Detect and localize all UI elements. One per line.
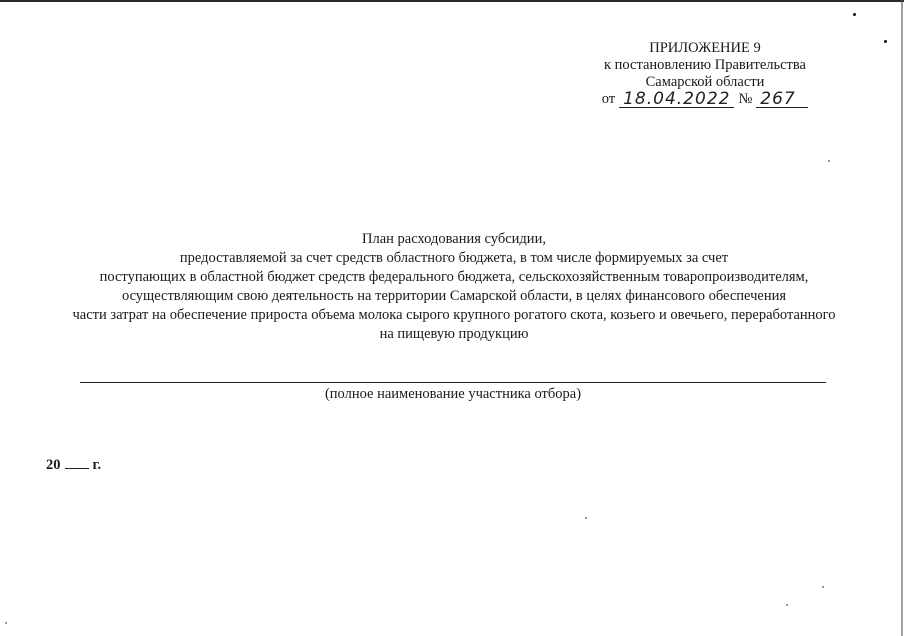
number-sign: № xyxy=(738,91,753,107)
year-prefix: 20 xyxy=(46,457,61,473)
scan-speck xyxy=(585,517,587,519)
handwritten-date: 18.04.2022 xyxy=(619,91,734,108)
title-line-6: на пищевую продукцию xyxy=(379,326,529,342)
scan-speck xyxy=(828,160,830,162)
plan-title xyxy=(40,230,868,344)
appendix-block xyxy=(560,40,850,108)
scan-right-edge xyxy=(901,0,903,636)
scan-speck xyxy=(853,13,856,16)
year-blank xyxy=(65,456,89,469)
year-field xyxy=(46,456,101,474)
title-line-2: предоставляемой за счет средств областного бюджета, в том числе формируемых за счет xyxy=(179,250,729,266)
appendix-resolution-line: к постановлению Правительства xyxy=(604,57,806,73)
scan-speck xyxy=(884,40,887,43)
scan-speck xyxy=(786,604,788,606)
handwritten-number: 267 xyxy=(756,91,808,108)
appendix-title: ПРИЛОЖЕНИЕ 9 xyxy=(649,40,761,56)
year-suffix: г. xyxy=(92,457,102,473)
participant-name-line xyxy=(80,382,826,383)
participant-name-caption: (полное наименование участника отбора) xyxy=(324,386,582,402)
scan-speck xyxy=(5,622,7,624)
title-line-5: части затрат на обеспечение прироста объема молока сырого крупного рогатого скота, козьего и овечьего, переработанного xyxy=(72,307,836,323)
scan-speck xyxy=(822,586,824,588)
date-prefix: от xyxy=(601,91,616,107)
appendix-region-line: Самарской области xyxy=(645,74,765,90)
appendix-date-row xyxy=(602,91,809,108)
title-line-4: осуществляющим свою деятельность на территории Самарской области, в целях финансового обеспечения xyxy=(121,288,787,304)
scan-top-edge xyxy=(0,0,904,2)
title-line-1: План расходования субсидии, xyxy=(362,231,546,247)
title-line-3: поступающих в областной бюджет средств федерального бюджета, сельскохозяйственным товаропроизводителям, xyxy=(99,269,809,285)
